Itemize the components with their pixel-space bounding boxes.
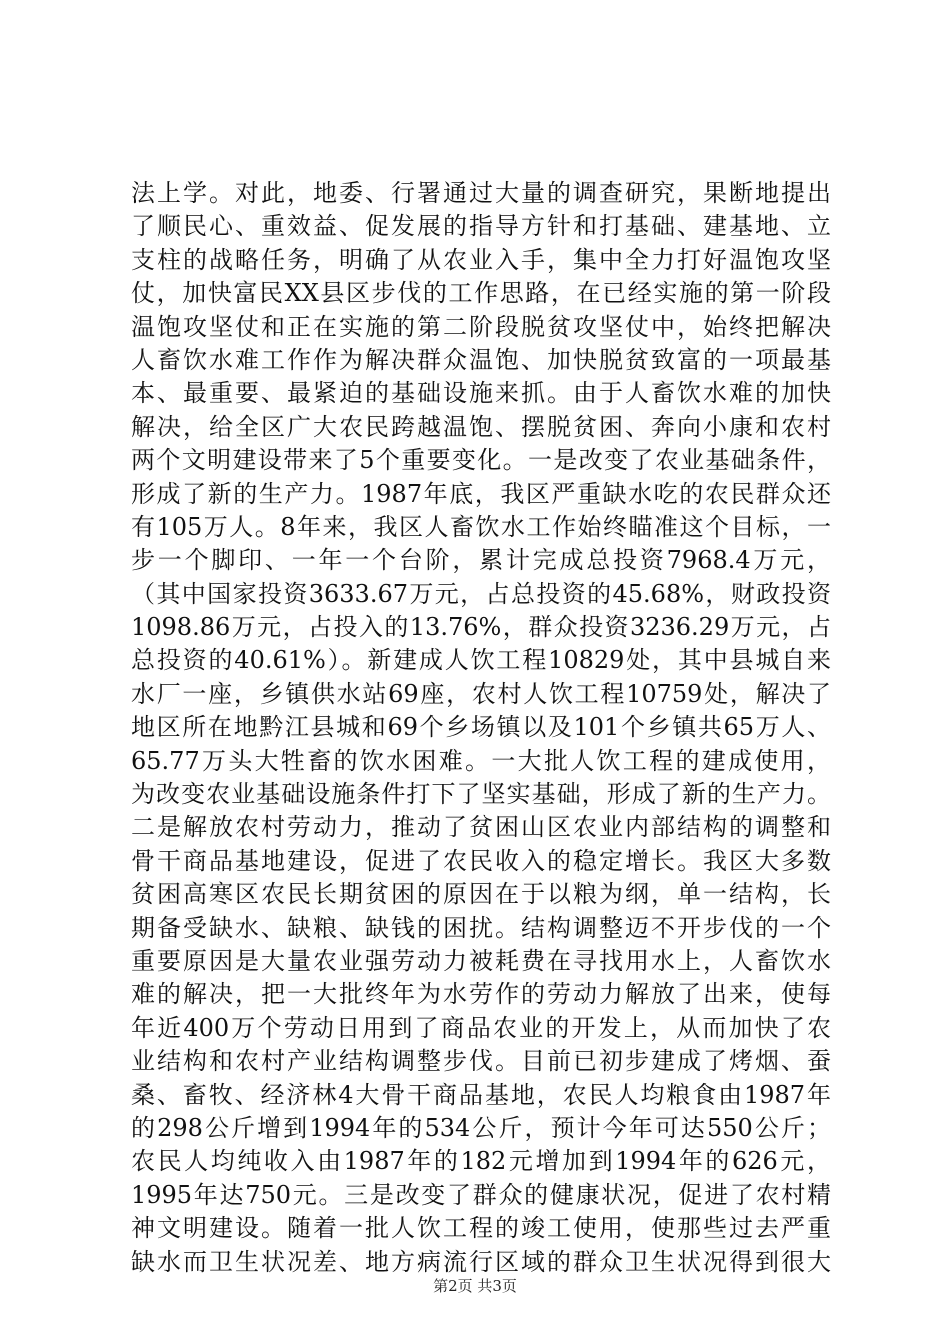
text-line: 期备受缺水、缺粮、缺钱的困扰。结构调整迈不开步伐的一个 [131,913,831,942]
text-line: 难的解决，把一大批终年为水劳作的劳动力解放了出来，使每 [131,980,831,1009]
text-line: 缺水而卫生状况差、地方病流行区域的群众卫生状况得到很大 [131,1247,831,1276]
text-line: 农民人均纯收入由1987年的182元增加到1994年的626元， [131,1147,831,1176]
text-line: 1995年达750元。三是改变了群众的健康状况，促进了农村精 [131,1180,831,1209]
page-footer: 第2页 共3页 [433,1277,517,1295]
text-line: 总投资的40.61%）。新建成人饮工程10829处，其中县城自来 [131,646,831,675]
text-line: 人畜饮水难工作作为解决群众温饱、加快脱贫致富的一项最基 [131,345,831,374]
text-line: 了顺民心、重效益、促发展的指导方针和打基础、建基地、立 [131,212,831,241]
text-line: 地区所在地黔江县城和69个乡场镇以及101个乡镇共65万人、 [131,713,831,742]
text-line: 解决，给全区广大农民跨越温饱、摆脱贫困、奔向小康和农村 [131,412,831,441]
text-line: 65.77万头大牲畜的饮水困难。一大批人饮工程的建成使用， [131,746,831,775]
text-line: 温饱攻坚仗和正在实施的第二阶段脱贫攻坚仗中，始终把解决 [131,312,831,341]
text-line: 法上学。对此，地委、行署通过大量的调查研究，果断地提出 [131,179,831,207]
text-line: 骨干商品基地建设，促进了农民收入的稳定增长。我区大多数 [131,846,831,875]
text-line: 二是解放农村劳动力，推动了贫困山区农业内部结构的调整和 [131,813,831,842]
text-line: （其中国家投资3633.67万元，占总投资的45.68%，财政投资 [131,579,831,608]
text-line: 支柱的战略任务，明确了从农业入手，集中全力打好温饱攻坚 [131,245,831,274]
text-line: 桑、畜牧、经济林4大骨干商品基地，农民人均粮食由1987年 [131,1080,831,1109]
text-line: 神文明建设。随着一批人饮工程的竣工使用，使那些过去严重 [131,1214,831,1243]
text-line: 水厂一座，乡镇供水站69座，农村人饮工程10759处，解决了 [131,679,831,708]
text-line: 有105万人。8年来，我区人畜饮水工作始终瞄准这个目标，一 [131,512,831,541]
text-line: 1098.86万元，占投入的13.76%，群众投资3236.29万元，占 [131,613,831,642]
text-line: 为改变农业基础设施条件打下了坚实基础，形成了新的生产力。 [131,780,831,809]
text-line: 形成了新的生产力。1987年底，我区严重缺水吃的农民群众还 [131,479,831,508]
text-line: 重要原因是大量农业强劳动力被耗费在寻找用水上，人畜饮水 [131,946,831,975]
text-line: 业结构和农村产业结构调整步伐。目前已初步建成了烤烟、蚕 [131,1047,831,1076]
text-line: 步一个脚印、一年一个台阶，累计完成总投资7968.4万元， [131,546,831,575]
text-line: 的298公斤增到1994年的534公斤，预计今年可达550公斤； [131,1113,831,1142]
text-line: 贫困高寒区农民长期贫困的原因在于以粮为纲，单一结构，长 [131,880,831,909]
text-line: 年近400万个劳动日用到了商品农业的开发上，从而加快了农 [131,1013,831,1042]
text-line: 两个文明建设带来了5个重要变化。一是改变了农业基础条件， [131,446,831,475]
body-paragraph [131,177,831,1279]
text-line: 仗，加快富民XX县区步伐的工作思路，在已经实施的第一阶段 [131,279,831,308]
text-line: 本、最重要、最紧迫的基础设施来抓。由于人畜饮水难的加快 [131,379,831,408]
